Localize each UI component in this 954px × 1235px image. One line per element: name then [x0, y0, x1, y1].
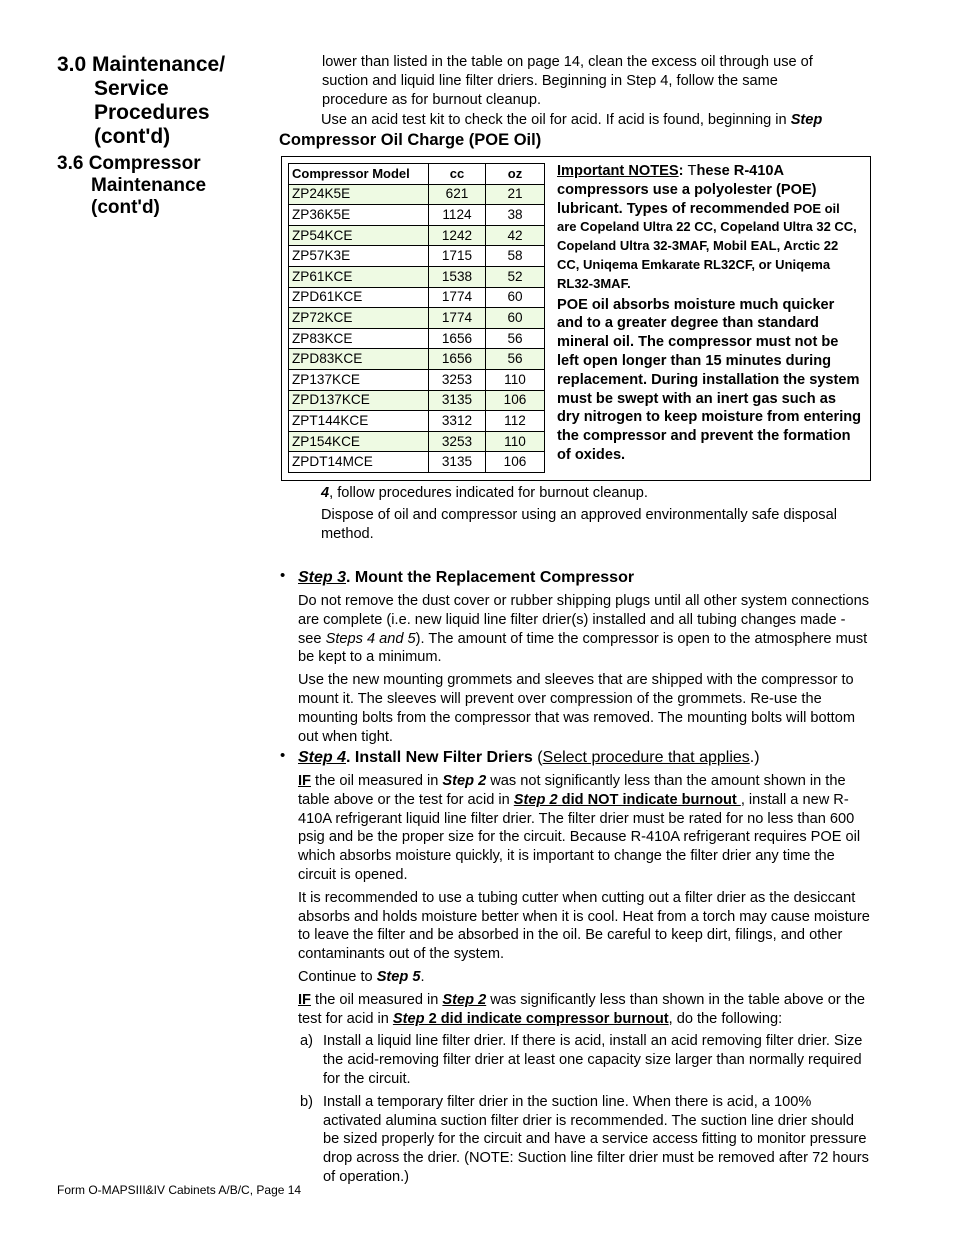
- model-cell: ZPD137KCE: [289, 390, 429, 411]
- step4-heading: [298, 749, 858, 768]
- not-burnout: did NOT indicate burnout: [557, 791, 741, 808]
- step-ref: Step: [392, 1010, 425, 1027]
- text: ). The amount of time the compressor is open to the atmosphere must be kept to a minimum.: [298, 630, 868, 666]
- step-ref: Step 2: [442, 991, 487, 1008]
- model-cell: ZP72KCE: [289, 308, 429, 329]
- column-header: oz: [486, 164, 545, 185]
- oz-cell: 38: [486, 205, 545, 226]
- dispose-paragraph: Dispose of oil and compressor using an approved environmentally safe disposal method.: [321, 507, 837, 542]
- model-cell: ZPD61KCE: [289, 287, 429, 308]
- oil-charge-box: [281, 156, 871, 481]
- table-row: [289, 184, 545, 205]
- cc-cell: 1656: [429, 349, 486, 370]
- list-item-text: Install a liquid line filter drier. If there is acid, install an acid removing filter drier. Size the acid-removing filter drier at least one capacity size larger than normally required for the circuit.: [323, 1033, 863, 1087]
- section-heading-line: 3.0 Maintenance/: [57, 53, 226, 76]
- list-item: [298, 1032, 870, 1088]
- notes-para-2: POE oil absorbs moisture much quicker and to a greater degree than standard mineral oil. The compressor must not be left open longer than 15 minutes during replacement. During installation the system must be swept with an inert gas such as dry nitrogen to keep moisture from entering the compressor and prevent the formation of oxides.: [557, 296, 862, 463]
- table-row: [289, 452, 545, 473]
- step-ref: Step 5: [376, 968, 421, 985]
- page-footer: Form O-MAPSIII&IV Cabinets A/B/C, Page 14: [57, 1183, 302, 1197]
- text: the oil measured in: [310, 773, 443, 789]
- table-row: [289, 287, 545, 308]
- table-row: [289, 411, 545, 432]
- table-row: [289, 328, 545, 349]
- list-item: [298, 1093, 870, 1187]
- if-label: IF: [298, 773, 311, 789]
- notes-colon: :: [678, 163, 688, 179]
- oz-cell: 56: [486, 328, 545, 349]
- bullet-icon: •: [280, 747, 286, 764]
- model-cell: ZPT144KCE: [289, 411, 429, 432]
- table-row: [289, 308, 545, 329]
- notes-label: Important NOTES: [557, 163, 679, 179]
- text: the oil measured in: [310, 991, 443, 1008]
- step3-body: [298, 592, 870, 750]
- model-cell: ZP57K3E: [289, 246, 429, 267]
- oil-charge-title: Compressor Oil Charge (POE Oil): [279, 131, 542, 149]
- model-cell: ZP61KCE: [289, 266, 429, 287]
- list-item-text: Install a temporary filter drier in the suction line. When there is acid, a 100% activated alumina suction filter drier is recommended. The suction line drier should be sized properly for the circuit and have a service access fitting to monitor pressure drop across the drier. (NOTE: Suction line filter drier must be removed after 72 hours of operation.): [323, 1093, 869, 1185]
- oz-cell: 106: [486, 452, 545, 473]
- cc-cell: 1715: [429, 246, 486, 267]
- step-ref: Step 2: [442, 773, 487, 789]
- text: was not significantly less than the amount shown in the table above or the test for acid in: [298, 773, 846, 808]
- section-heading-line: (cont'd): [94, 125, 171, 148]
- oz-cell: 56: [486, 349, 545, 370]
- step3-title: . Mount the Replacement Compressor: [346, 569, 635, 586]
- cc-cell: 1124: [429, 205, 486, 226]
- step3-heading: [298, 569, 858, 588]
- table-row: [289, 225, 545, 246]
- table-row: [289, 369, 545, 390]
- step4-para-3: [298, 991, 870, 1029]
- oz-cell: 60: [486, 287, 545, 308]
- step3-para-2: Use the new mounting grommets and sleeves that are shipped with the compressor to mount it. The sleeves will prevent over compression of the grommets. Re-use the mounting bolts from the compressor that was removed. The mounting bolts will bottom out when tight.: [298, 672, 855, 745]
- step3-label: Step 3: [298, 569, 347, 586]
- list-marker: a): [300, 1033, 313, 1050]
- cc-cell: 3312: [429, 411, 486, 432]
- step4-para-1: [298, 772, 870, 885]
- burnout-continuation: [321, 484, 861, 503]
- oz-cell: 112: [486, 411, 545, 432]
- subsection-heading-line: Maintenance: [91, 175, 207, 196]
- procedure-list: [298, 1032, 870, 1186]
- cc-cell: 3135: [429, 452, 486, 473]
- oz-cell: 52: [486, 266, 545, 287]
- model-cell: ZP83KCE: [289, 328, 429, 349]
- notes-t: T: [687, 163, 697, 179]
- acid-test-paragraph: [321, 111, 881, 130]
- model-cell: ZP137KCE: [289, 369, 429, 390]
- oz-cell: 60: [486, 308, 545, 329]
- section-heading-line: Service: [94, 77, 169, 100]
- model-cell: ZP24K5E: [289, 184, 429, 205]
- notes-oil-types: POE oil are Copeland Ultra 22 CC, Copeland Ultra 32 CC, Copeland Ultra 32-3MAF, Mobil EAL, Arctic 22 CC, Uniqema Emkarate RL32CF, or Uniqema RL32-3MAF.: [557, 200, 857, 291]
- table-row: [289, 349, 545, 370]
- section-heading: [57, 53, 257, 149]
- paren: .): [749, 749, 760, 766]
- column-header: Compressor Model: [289, 164, 429, 185]
- cc-cell: 3253: [429, 369, 486, 390]
- model-cell: ZP154KCE: [289, 431, 429, 452]
- oz-cell: 21: [486, 184, 545, 205]
- cc-cell: 1242: [429, 225, 486, 246]
- cc-cell: 3253: [429, 431, 486, 452]
- burnout: 2 did indicate compressor burnout: [424, 1010, 669, 1027]
- oz-cell: 110: [486, 431, 545, 452]
- step3-para-1: [298, 592, 870, 667]
- step-ref: 4: [321, 485, 330, 501]
- step4-para-2: It is recommended to use a tubing cutter when cutting out a filter drier as the desiccant absorbs and holds moisture better when it is cool. Heat from a torch may cause moisture to leave the filter and be absorbed in the oil. Be careful to keep dirt, filings, and other contaminants out of the system.: [298, 889, 870, 963]
- cc-cell: 1774: [429, 308, 486, 329]
- list-marker: b): [300, 1093, 313, 1110]
- oz-cell: 58: [486, 246, 545, 267]
- if-label: IF: [298, 991, 311, 1008]
- step4-label: Step 4: [298, 749, 347, 766]
- step-ref: Step 2: [513, 791, 558, 808]
- table-row: [289, 246, 545, 267]
- table-header-row: [289, 164, 545, 185]
- notes-para-1: [557, 162, 862, 294]
- table-row: [289, 390, 545, 411]
- select-procedure: Select procedure that applies: [542, 749, 750, 766]
- subsection-heading: [57, 153, 257, 219]
- oz-cell: 110: [486, 369, 545, 390]
- model-cell: ZP36K5E: [289, 205, 429, 226]
- section-heading-line: Procedures: [94, 101, 210, 124]
- important-notes: [557, 162, 862, 465]
- cc-cell: 1538: [429, 266, 486, 287]
- paren: (: [532, 749, 543, 766]
- subsection-heading-line: (cont'd): [91, 197, 160, 218]
- table-row: [289, 205, 545, 226]
- intro-paragraph: lower than listed in the table on page 14, clean the excess oil through use of suction and liquid line filter driers. Beginning in Step 4, follow the same procedure as for burnout cleanup.: [322, 54, 813, 108]
- model-cell: ZP54KCE: [289, 225, 429, 246]
- step4-title: . Install New Filter Driers: [346, 749, 533, 766]
- continue-line: [298, 968, 870, 987]
- model-cell: ZPD83KCE: [289, 349, 429, 370]
- text: was significantly less than shown in the table above or the test for acid in: [298, 991, 866, 1027]
- step4-body: [298, 772, 870, 1191]
- text: Do not remove the dust cover or rubber shipping plugs until all other system connections are complete (i.e. new liquid line filter drier(s) installed and all tubing changes made - see: [298, 593, 870, 647]
- text: , install a new R-410A refrigerant liquid line filter drier. The filter drier must be rated for no less than 600 psig and be the proper size for the circuit. Because R-410A refrigerant requires POE oil which absorbs moisture quickly, it is important to change the filter drier any time the circuit is opened.: [298, 791, 861, 883]
- oz-cell: 106: [486, 390, 545, 411]
- text: .: [420, 968, 425, 985]
- text: , do the following:: [668, 1010, 783, 1027]
- burnout-text: , follow procedures indicated for burnout cleanup.: [329, 485, 648, 501]
- oil-charge-table: [288, 163, 545, 473]
- oz-cell: 42: [486, 225, 545, 246]
- notes-intro: hese R-410A compressors use a polyolester (POE) lubricant. Types of recommended: [557, 163, 817, 217]
- cc-cell: 1656: [429, 328, 486, 349]
- text: Continue to: [298, 968, 377, 985]
- cc-cell: 1774: [429, 287, 486, 308]
- column-header: cc: [429, 164, 486, 185]
- model-cell: ZPDT14MCE: [289, 452, 429, 473]
- acid-test-text: Use an acid test kit to check the oil for acid. If acid is found, beginning in: [321, 112, 791, 128]
- steps-ref: Steps 4 and 5: [325, 630, 416, 647]
- table-row: [289, 266, 545, 287]
- cc-cell: 621: [429, 184, 486, 205]
- bullet-icon: •: [280, 567, 286, 584]
- step-ref: Step: [790, 112, 823, 128]
- cc-cell: 3135: [429, 390, 486, 411]
- table-row: [289, 431, 545, 452]
- subsection-heading-line: 3.6 Compressor: [57, 153, 201, 174]
